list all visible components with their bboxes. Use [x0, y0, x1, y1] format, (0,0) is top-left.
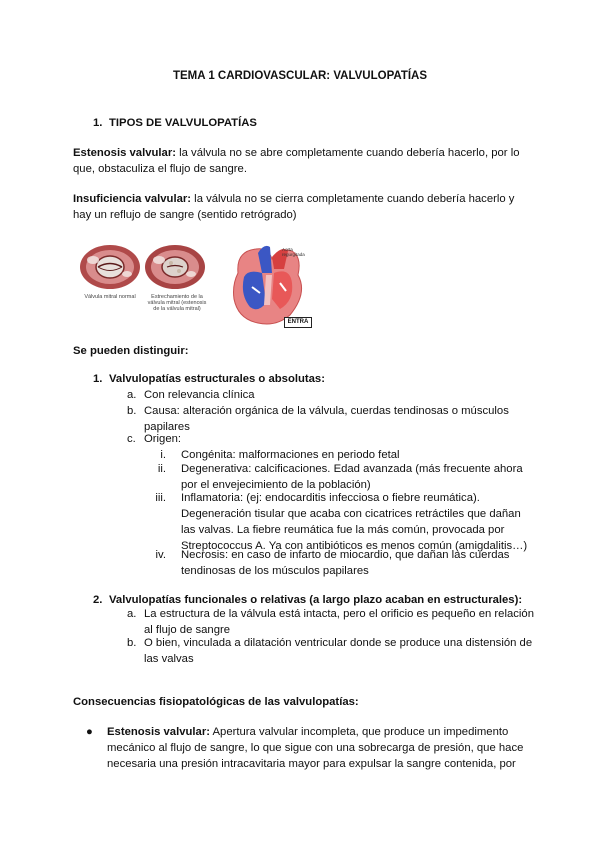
functional-number: 2. [93, 594, 103, 606]
list-item [127, 635, 535, 667]
normal-valve-image [80, 245, 140, 289]
list-text: Origen: [144, 433, 182, 445]
stenosis-valve-image [145, 245, 205, 289]
list-item [127, 387, 535, 403]
caption-stenosis-valve: Estrechamiento de la válvula mitral (estenosis de la válvula mitral) [147, 294, 207, 312]
list-text: Necrosis: en caso de infarto de miocardio, que dañan las cuerdas tendinosas de los músculos papilares [181, 549, 510, 577]
estenosis-text: la válvula no se abre completamente cuando debería hacerlo, por lo que, obstaculiza el flujo de sangre. [73, 147, 520, 175]
list-item [152, 547, 534, 579]
structural-heading [93, 371, 533, 387]
page-title: TEMA 1 CARDIOVASCULAR: VALVULOPATÍAS [172, 70, 428, 82]
bullet-marker: ● [86, 726, 93, 738]
heart-diagram [228, 243, 322, 329]
list-text: Inflamatoria: (ej: endocarditis infecciosa o fiebre reumática). Degeneración tisular que acaba con cicatrices retráctiles que dañan las valvas. La fiebre reumática fue la más común, provocada por Streptococcus A. Ya con antibióticos es menos común (amigdalitis…) [181, 492, 528, 552]
list-marker: c. [127, 433, 136, 445]
list-item [152, 490, 534, 554]
list-marker: a. [127, 608, 137, 620]
bullet-text [107, 724, 536, 772]
insuficiencia-text: la válvula no se cierra completamente cuando debería hacerlo y hay un reflujo de sangre (sentido retrógrado) [73, 193, 515, 221]
list-text: Degenerativa: calcificaciones. Edad avanzada (más frecuente ahora por el envejecimiento de la población) [181, 463, 523, 491]
list-text: Con relevancia clínica [144, 389, 255, 401]
list-marker: b. [127, 637, 137, 649]
list-marker: iv. [155, 549, 166, 561]
functional-title: Valvulopatías funcionales o relativas (a largo plazo acaban en estructurales): [109, 594, 523, 606]
list-text: Causa: alteración orgánica de la válvula, cuerdas tendinosas o músculos papilares [144, 405, 509, 433]
section-title: TIPOS DE VALVULOPATÍAS [109, 117, 257, 129]
section-heading-tipos [93, 117, 257, 129]
bullet-body: Apertura valvular incompleta, que produce un impedimento mecánico al flujo de sangre, lo que sigue con una sobrecarga de presión, que hace necesaria una presión intracavitaria mayor para expulsar la sangre contenida, por [107, 726, 524, 770]
insuficiencia-term: Insuficiencia valvular: [73, 193, 192, 205]
estenosis-term: Estenosis valvular: [73, 147, 176, 159]
section-number: 1. [93, 117, 103, 129]
distinguir-heading: Se pueden distinguir: [73, 345, 189, 357]
insuficiencia-paragraph [73, 191, 533, 223]
list-text: O bien, vinculada a dilatación ventricular donde se produce una distensión de las valvas [144, 637, 533, 665]
list-marker: iii. [155, 492, 166, 504]
estenosis-paragraph [73, 145, 533, 177]
bullet-estenosis [86, 724, 536, 772]
list-text: Congénita: malformaciones en periodo fetal [181, 449, 400, 461]
heart-label-top: Aorta regurgitada [282, 247, 305, 257]
list-item [127, 606, 535, 638]
list-marker: a. [127, 389, 137, 401]
structural-title: Valvulopatías estructurales o absolutas: [109, 373, 325, 385]
caption-normal-valve: Válvula mitral normal [84, 294, 136, 300]
list-item [127, 431, 535, 447]
list-marker: b. [127, 405, 137, 417]
list-marker: i. [160, 449, 166, 461]
list-text: La estructura de la válvula está intacta, pero el orificio es pequeño en relación al flujo de sangre [144, 608, 534, 636]
structural-number: 1. [93, 373, 103, 385]
bullet-term: Estenosis valvular: [107, 726, 210, 738]
list-item [152, 461, 534, 493]
heart-label-box: ENTRA [284, 317, 312, 328]
list-marker: ii. [157, 463, 166, 475]
consecuencias-heading: Consecuencias fisiopatológicas de las valvulopatías: [73, 696, 359, 708]
